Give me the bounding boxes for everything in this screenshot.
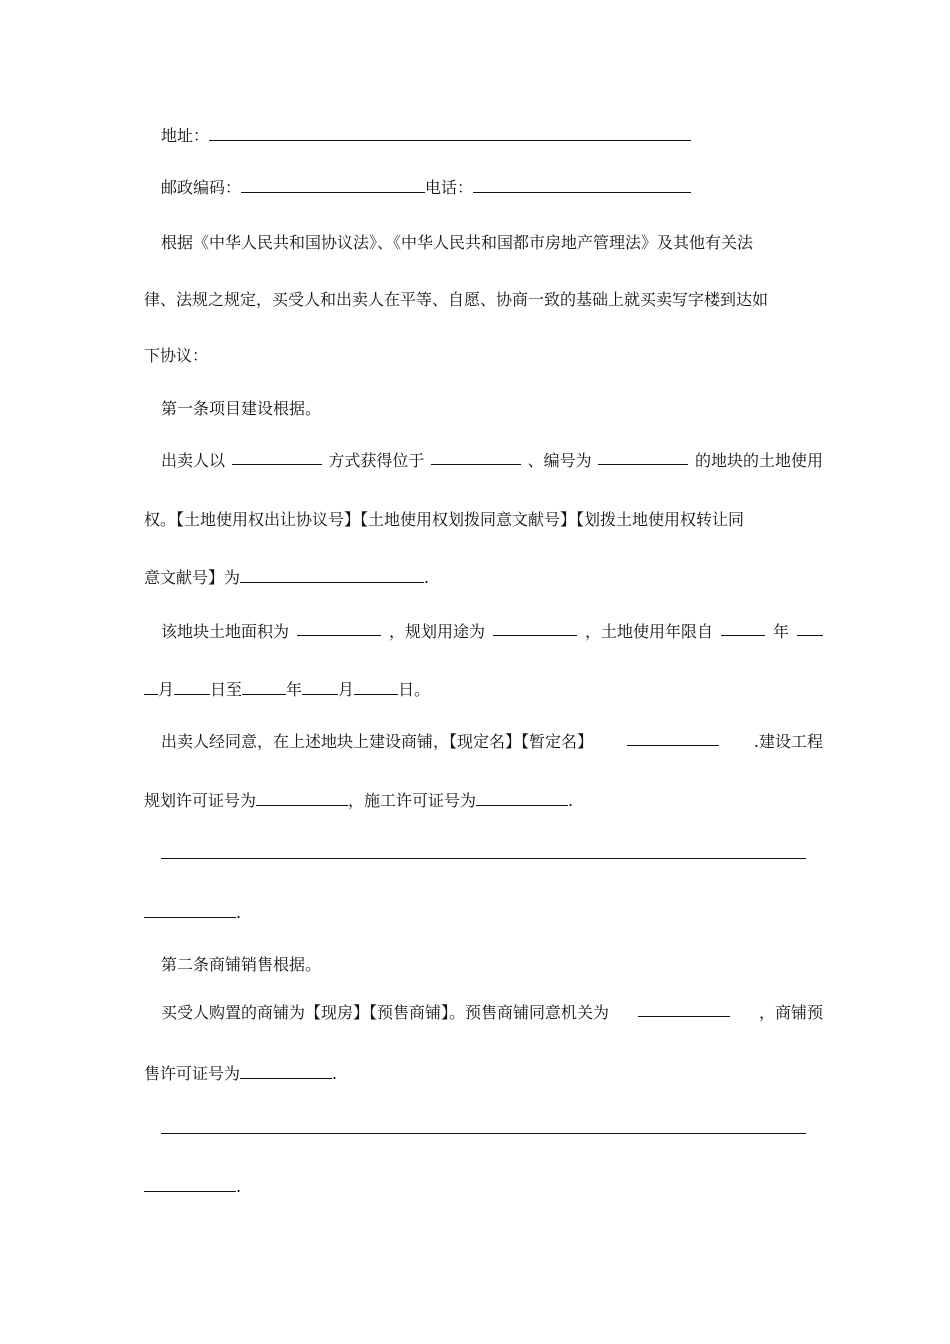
approval-authority-blank [638, 1001, 730, 1017]
article-1-title: 第一条项目建设根据。 [161, 399, 322, 418]
postal-phone-line [144, 176, 823, 200]
blank-line-1 [144, 842, 823, 866]
text-year-2: 年 [286, 680, 303, 699]
text-number: 、编号为 [527, 451, 592, 470]
period-1: . [424, 568, 430, 587]
text-located-at: 方式获得位于 [328, 451, 425, 470]
address-label: 地址： [161, 126, 210, 145]
end-month-blank [302, 679, 338, 695]
postal-code-blank [241, 177, 425, 193]
text-construction-permit: ，施工许可证号为 [348, 791, 477, 810]
short-blank-1 [144, 902, 236, 918]
address-line [144, 124, 823, 148]
preamble-text-1: 根据《中华人民共和国协议法》、《中华人民共和国都市房地产管理法》及其他有关法 [161, 233, 754, 252]
period-3: . [236, 903, 242, 922]
parcel-number-blank [598, 449, 688, 465]
shop-construction-line [144, 730, 823, 754]
address-blank [209, 125, 691, 141]
preamble-line-1 [144, 231, 823, 255]
presale-permit-blank [240, 1063, 332, 1079]
phone-blank [473, 177, 691, 193]
blank-line-1-end [144, 901, 806, 925]
document-number-blank [240, 567, 424, 583]
preamble-text-2: 律、法规之规定，买受人和出卖人在平等、自愿、协商一致的基础上就买卖写字楼到达如 [144, 290, 769, 309]
preamble-line-2 [144, 288, 806, 312]
text-presale-permit: 售许可证号为 [144, 1064, 241, 1083]
article-1-heading [144, 397, 823, 421]
article-2-heading [144, 953, 823, 977]
full-blank-1 [161, 843, 806, 859]
land-term-line [144, 678, 806, 702]
text-planning-permit: 规划许可证号为 [144, 791, 257, 810]
land-area-line [144, 620, 823, 644]
planned-use-blank [493, 620, 577, 636]
period-4: . [332, 1064, 338, 1083]
text-construction: .建设工程 [753, 732, 823, 751]
text-shop-type: 买受人购置的商铺为【现房】【预售商铺】。预售商铺同意机关为 [161, 1003, 610, 1022]
presale-permit-line [144, 1062, 806, 1086]
start-year-blank [721, 620, 765, 636]
period-2: . [568, 791, 574, 810]
preamble-line-3 [144, 344, 806, 368]
period-5: . [236, 1177, 242, 1196]
text-term-from: ，土地使用年限自 [584, 622, 713, 641]
land-area-blank [297, 620, 381, 636]
text-shop-presale: ，商铺预 [758, 1003, 823, 1022]
planning-permit-blank [256, 790, 348, 806]
article-2-title: 第二条商铺销售根据。 [161, 955, 322, 974]
document-number-line [144, 508, 806, 532]
postal-code-label: 邮政编码： [161, 178, 242, 197]
text-month-1: 月 [158, 680, 175, 699]
start-month-blank-a [797, 620, 823, 636]
location-blank [431, 449, 521, 465]
blank-line-2-end [144, 1175, 806, 1199]
construction-permit-blank [476, 790, 568, 806]
text-document-number: 意文献号】为 [144, 568, 241, 587]
end-year-blank [242, 679, 286, 695]
method-blank [232, 449, 322, 465]
shop-type-line [144, 1001, 823, 1025]
short-blank-2 [144, 1176, 236, 1192]
text-month-2: 月 [338, 680, 355, 699]
text-planned-use: ，规划用途为 [388, 622, 485, 641]
permit-line [144, 789, 806, 813]
text-land-use-right: 的地块的土地使用 [694, 451, 823, 470]
phone-label: 电话： [425, 178, 474, 197]
start-month-blank-b [144, 679, 158, 695]
text-document-types: 权。【土地使用权出让协议号】【土地使用权划拨同意文献号】【划拨土地使用权转让同 [144, 510, 745, 529]
land-acquisition-line [144, 449, 823, 473]
end-day-blank [354, 679, 398, 695]
shop-name-blank [627, 730, 719, 746]
text-day-end: 日。 [398, 680, 431, 699]
text-day-to: 日至 [210, 680, 243, 699]
document-number-value-line [144, 566, 806, 590]
text-year-1: 年 [772, 622, 789, 641]
full-blank-2 [161, 1118, 806, 1134]
text-land-area: 该地块土地面积为 [161, 622, 290, 641]
text-seller-by: 出卖人以 [161, 451, 226, 470]
start-day-blank [174, 679, 210, 695]
preamble-text-3: 下协议： [144, 346, 209, 365]
blank-line-2 [144, 1117, 823, 1141]
text-seller-build: 出卖人经同意，在上述地块上建设商铺，【现定名】【暂定名】 [161, 732, 594, 751]
